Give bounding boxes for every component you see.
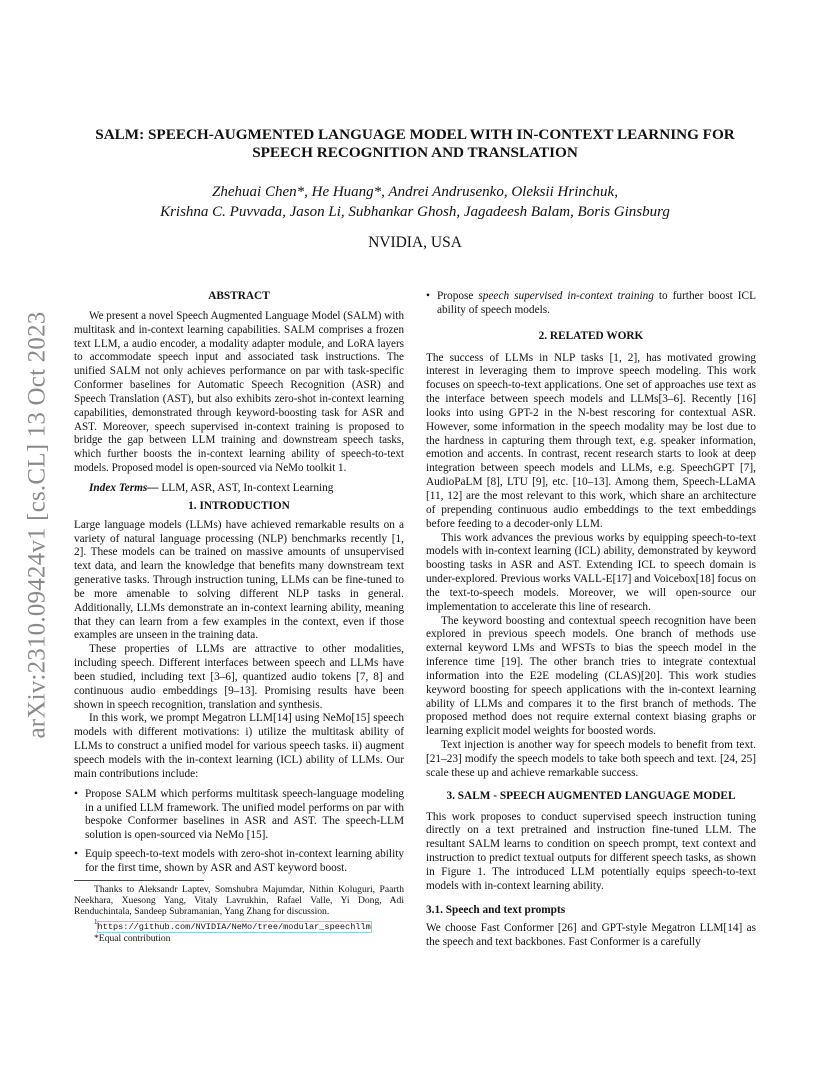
authors-line-2: Krishna C. Puvvada, Jason Li, Subhankar Ghosh, Jagadeesh Balam, Boris Ginsburg	[160, 204, 670, 220]
contribution-3-post: to further boost ICL ability of speech models.	[437, 290, 756, 316]
title-line-2: SPEECH RECOGNITION AND TRANSLATION	[252, 144, 578, 161]
footnote-equal: *Equal contribution	[94, 932, 171, 944]
arxiv-stamp	[22, 290, 52, 760]
arxiv-stamp-text: arXiv:2310.09424v1 [cs.CL] 13 Oct 2023	[23, 311, 50, 739]
index-terms-label: Index Terms—	[89, 481, 159, 494]
authors-line-1: Zhehuai Chen*, He Huang*, Andrei Andrusenko, Oleksii Hrinchuk,	[212, 184, 618, 200]
intro-paragraph-1: Large language models (LLMs) have achieved remarkable results on a variety of natural language processing (NLP) benchmarks recently [1, 2]. These models can be trained on massive amounts of unsupervised text data, and learn the knowledge that benefits many downstream text generative tasks. Through instruction tuning, LLMs can be fine-tuned to be more amenable to solving different NLP tasks in general. Additionally, LLMs demonstrate an in-context learning ability, meaning that they can learn from a few examples in the context, even if those examples are unseen in the training data.	[74, 518, 404, 642]
abstract-heading: ABSTRACT	[208, 290, 270, 302]
index-terms	[74, 482, 404, 496]
footnote-divider	[74, 880, 204, 881]
contribution-3-pre: Propose	[437, 290, 479, 302]
paper-title	[70, 126, 760, 162]
footnote-url-line	[74, 917, 404, 932]
footnotes	[74, 884, 404, 944]
contribution-3-em: speech supervised in-context training	[478, 290, 654, 302]
intro-paragraph-3: In this work, we prompt Megatron LLM[14] using NeMo[15] speech models with different motivations: i) utilize the multitask ability of LLMs to construct a unified model for various speech tasks. ii) augment speech models with the in-context learning (ICL) ability of LLMs. Our main contributions include:	[74, 712, 404, 780]
footnote-thanks: Thanks to Aleksandr Laptev, Somshubra Majumdar, Nithin Koluguri, Paarth Neekhara, Xuesong Yang, Vitaly Lavrukhin, Rafael Valle, Yi Dong, Adi Renduchintala, Sandeep Subramanian, Yang Zhang for discussion.	[74, 883, 404, 918]
contribution-list-continued	[426, 290, 756, 318]
related-paragraph-1: The success of LLMs in NLP tasks [1, 2], has motivated growing interest in leveraging them to improve speech modeling. This work focuses on speech-to-text applications. One set of approaches use text as the interface between speech models and LLMs[3–6]. Recently [16] looks into using GPT-2 in the N-best rescoring for contextual ASR. However, some information in the speech modality may be lost due to the hardness in capturing them through text, e.g. speaker information, emotion and accents. In contrast, recent research starts to look at deep integration between speech models and LLMs, e.g. SpeechGPT [7], AudioPaLM [8], LTU [9], etc. [10–13]. Among them, Speech-LLaMA [11, 12] are the most relevant to this work, which share an architecture of prepending continuous audio embeddings to the text embeddings before feeding to a decoder-only LLM.	[426, 351, 756, 530]
contribution-item-3	[426, 290, 756, 318]
contribution-item-1: • Propose SALM which performs multitask speech-language modeling in a unified LLM framework. The unified model performs on par with bespoke Conformer baselines in ASR and AST. The speech-LLM solution is open-sourced via NeMo [15].	[74, 788, 404, 843]
related-paragraph-2: This work advances the previous works by equipping speech-to-text models with in-context learning (ICL) ability, demonstrated by keyword boosting tasks in ASR and AST. Extending ICL to speech domain is under-explored. Previous works VALL-E[17] and Voicebox[18] focus on the text-to-speech models. Moreover, we will open-source our implementation to accelerate this line of research.	[426, 531, 756, 613]
title-line-1: SALM: SPEECH-AUGMENTED LANGUAGE MODEL WITH IN-CONTEXT LEARNING FOR	[95, 126, 735, 143]
intro-paragraph-2: These properties of LLMs are attractive to other modalities, including speech. Different interfaces between speech and LLMs have been studied, including text [3–6], quantized audio tokens [7, 8] and continuous audio embeddings [9–13]. Promising results have been shown in speech recognition, translation and synthesis.	[74, 643, 404, 711]
related-paragraph-4: Text injection is another way for speech models to benefit from text. [21–23] modify the speech models to take both speech and text. [24, 25] scale these up and achieve remarkable success.	[426, 739, 756, 779]
related-paragraph-3: The keyword boosting and contextual speech recognition have been explored in previous speech models. One branch of methods use external keyword LMs and WFSTs to bias the speech model in the inference time [19]. The other branch tries to integrate contextual information into the E2E modeling (CLAS)[20]. This work studies keyword boosting for speech applications with the in-context learning ability of LLMs and compares it to the first branch of methods. The proposed method does not require external context biasing graphs or learning explicit model weights for boosted words.	[426, 614, 756, 738]
introduction-heading: 1. INTRODUCTION	[188, 499, 290, 512]
footnote-url-link[interactable]: https://github.com/NVIDIA/NeMo/tree/modular_speechllm	[97, 921, 371, 932]
footnote-url-mark: 1	[94, 918, 98, 927]
index-terms-text: LLM, ASR, AST, In-context Learning	[158, 481, 334, 494]
affiliation: NVIDIA, USA	[368, 234, 462, 251]
speech-text-prompts-paragraph: We choose Fast Conformer [26] and GPT-style Megatron LLM[14] as the speech and text backbones. Fast Conformer is a carefully	[426, 922, 756, 949]
salm-heading: 3. SALM - SPEECH AUGMENTED LANGUAGE MODEL	[446, 789, 736, 802]
left-column	[74, 290, 404, 944]
contribution-list	[74, 788, 404, 876]
speech-text-prompts-heading: 3.1. Speech and text prompts	[426, 903, 566, 916]
author-list	[70, 182, 760, 222]
related-work-heading: 2. RELATED WORK	[538, 329, 644, 342]
contribution-item-2: • Equip speech-to-text models with zero-shot in-context learning ability for the first time, shown by ASR and AST keyword boost.	[74, 848, 404, 876]
right-column	[426, 290, 756, 950]
abstract-text: We present a novel Speech Augmented Language Model (SALM) with multitask and in-context learning capabilities. SALM comprises a frozen text LLM, a audio encoder, a modality adapter module, and LoRA layers to accommodate speech input and associated task instructions. The unified SALM not only achieves performance on par with task-specific Conformer baselines for Automatic Speech Recognition (ASR) and Speech Translation (AST), but also exhibits zero-shot in-context learning capabilities, demonstrated through keyword-boosting task for ASR and AST. Moreover, speech supervised in-context training is proposed to bridge the gap between LLM training and downstream speech tasks, which further boosts the in-context learning ability of speech-to-text models. Proposed model is open-sourced via NeMo toolkit 1.	[74, 309, 404, 475]
salm-paragraph-1: This work proposes to conduct supervised speech instruction tuning directly on a text pretrained and instruction fine-tuned LLM. The resultant SALM learns to condition on speech prompt, text context and instruction to predict textual outputs for different speech tasks, as shown in Figure 1. The introduced LLM potentially equips speech-to-text models with in-context learning ability.	[426, 810, 756, 892]
